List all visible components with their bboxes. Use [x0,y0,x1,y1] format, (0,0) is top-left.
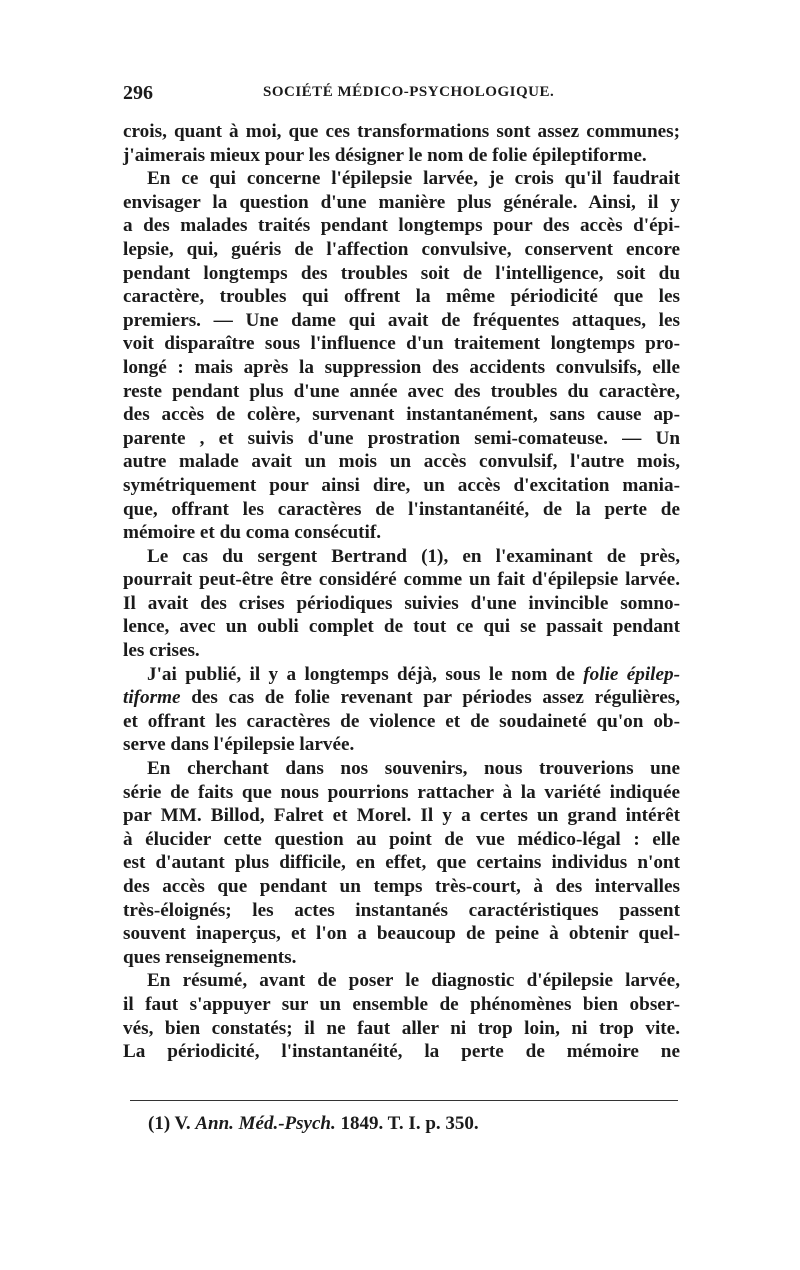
text-line: voit disparaître sous l'influence d'un traitement longtemps pro- [123,333,680,355]
text-line: à élucider cette question au point de vue médico-légal : elle [123,828,680,850]
text-line: Le cas du sergent Bertrand (1), en l'examinant de près, [147,545,680,567]
running-head: SOCIÉTÉ MÉDICO-PSYCHOLOGIQUE. [263,84,555,100]
text-line: La périodicité, l'instantanéité, la perte de mémoire ne [123,1041,680,1063]
text-line: envisager la question d'une manière plus générale. Ainsi, il y [123,191,680,213]
text-line: des accès que pendant un temps très-court, à des intervalles [123,876,680,897]
text-line: a des malades traités pendant longtemps pour des accès d'épi- [123,215,680,237]
footnote-prefix: (1) V. [148,1113,196,1134]
text-line: des accès de colère, survenant instantanément, sans cause ap- [123,404,680,426]
text-line: j'aimerais mieux pour les désigner le nom de folie épileptiforme. [123,144,647,166]
text-line-segment: J'ai publié, il y a longtemps déjà, sous le nom de [147,663,584,685]
text-line: En cherchant dans nos souvenirs, nous trouverions une [147,758,680,780]
text-line: parente , et suivis d'une prostration semi-comateuse. — Un [123,427,680,449]
text-line: est d'autant plus difficile, en effet, que certains individus n'ont [123,852,680,874]
text-line: reste pendant plus d'une année avec des troubles du caractère, [123,380,680,402]
text-line: souvent inaperçus, et l'on a beaucoup de peine à obtenir quel- [123,923,680,945]
text-line: pourrait peut-être être considéré comme un fait d'épilepsie larvée. [123,569,680,591]
italic-term: tiforme [123,687,181,709]
text-line: serve dans l'épilepsie larvée. [123,734,355,756]
text-line [123,663,680,687]
text-line-segment: des cas de folie revenant par périodes assez régulières, [180,687,680,709]
text-line: très-éloignés; les actes instantanés caractéristiques passent [123,899,680,921]
text-line [123,686,680,710]
italic-term: folie épilep- [583,663,681,685]
text-line: caractère, troubles qui offrent la même périodicité que les [123,286,680,308]
text-line: En résumé, avant de poser le diagnostic d'épilepsie larvée, [147,970,680,992]
text-line: lence, avec un oubli complet de tout ce qui se passait pendant [123,616,680,638]
footnote-suffix: 1849. T. I. p. 350. [335,1113,479,1134]
text-line: En ce qui concerne l'épilepsie larvée, je crois qu'il faudrait [147,168,680,190]
text-line: vés, bien constatés; il ne faut aller ni trop loin, ni trop vite. [123,1017,680,1039]
text-line: mémoire et du coma consécutif. [123,522,382,544]
text-line: lepsie, qui, guéris de l'affection convulsive, conservent encore [123,238,680,260]
text-line: il faut s'appuyer sur un ensemble de phénomènes bien obser- [123,993,680,1015]
text-line: Il avait des crises périodiques suivies d'une invincible somno- [123,592,680,614]
text-line: ques renseignements. [123,946,297,968]
footnote-separator [130,1100,678,1101]
text-line: longé : mais après la suppression des accidents convulsifs, elle [123,356,680,378]
text-line: et offrant les caractères de violence et de soudaineté qu'on ob- [123,710,680,732]
page-header [123,82,680,106]
text-line: série de faits que nous pourrions rattacher à la variété indiquée [123,781,680,803]
text-line: les crises. [123,640,200,662]
body-text [123,120,680,1064]
text-line: premiers. — Une dame qui avait de fréquentes attaques, les [123,309,680,331]
text-line: crois, quant à moi, que ces transformations sont assez communes; [123,121,680,142]
text-line: symétriquement pour ainsi dire, un accès d'excitation mania- [123,474,680,496]
text-line: que, offrant les caractères de l'instantanéité, de la perte de [123,498,680,520]
text-line: autre malade avait un mois un accès convulsif, l'autre mois, [123,451,680,473]
footnote-journal: Ann. Méd.-Psych. [195,1113,336,1134]
text-line: par MM. Billod, Falret et Morel. Il y a certes un grand intérêt [123,805,680,827]
text-line: pendant longtemps des troubles soit de l'intelligence, soit du [123,262,680,284]
footnote [148,1113,479,1135]
page-number: 296 [123,82,153,104]
